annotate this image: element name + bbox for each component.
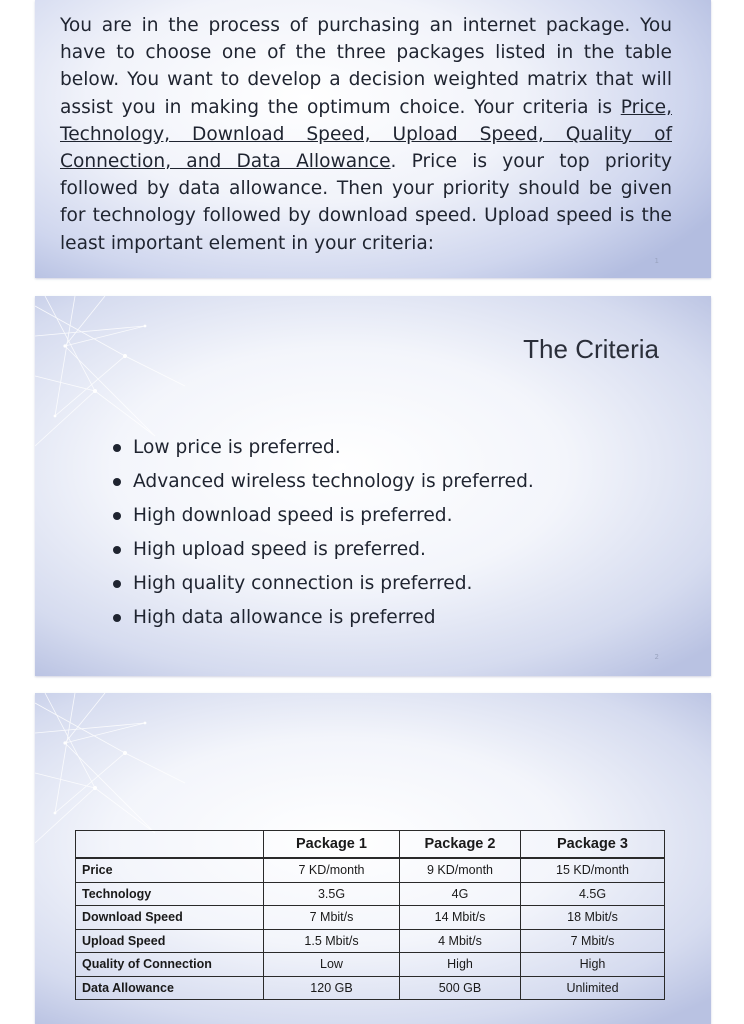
row-label: Download Speed [76, 906, 264, 930]
table-cell: High [400, 953, 521, 977]
table-cell: 500 GB [400, 976, 521, 1000]
table-cell: 15 KD/month [521, 858, 665, 882]
table-cell: 7 Mbit/s [264, 906, 400, 930]
table-row [76, 858, 665, 882]
criteria-item: High upload speed is preferred. [113, 533, 534, 567]
table-cell: 7 KD/month [264, 858, 400, 882]
intro-text-start: You are in the process of purchasing an internet package. You have to choose one of the three packages listed in the table below. You want to develop a decision weighted matrix that will assist you in making the optimum choice. Your criteria is [60, 15, 672, 118]
row-label: Technology [76, 882, 264, 906]
slide-criteria [35, 296, 711, 676]
table-cell: 9 KD/month [400, 858, 521, 882]
table-row [76, 906, 665, 930]
column-header-package-3: Package 3 [521, 831, 665, 859]
table-row [76, 929, 665, 953]
criteria-title: The Criteria [523, 334, 659, 364]
row-label: Price [76, 858, 264, 882]
slide-number: 2 [654, 653, 659, 661]
slide-packages [35, 693, 711, 1024]
row-label: Upload Speed [76, 929, 264, 953]
table-cell: 1.5 Mbit/s [264, 929, 400, 953]
criteria-item: High data allowance is preferred [113, 601, 534, 635]
packages-table [75, 830, 665, 1000]
table-cell: Low [264, 953, 400, 977]
criteria-item: High quality connection is preferred. [113, 567, 534, 601]
column-header-package-2: Package 2 [400, 831, 521, 859]
table-cell: 18 Mbit/s [521, 906, 665, 930]
table-row [76, 953, 665, 977]
table-cell: 120 GB [264, 976, 400, 1000]
criteria-item: Low price is preferred. [113, 431, 534, 465]
column-header-package-1: Package 1 [264, 831, 400, 859]
table-corner-cell [76, 831, 264, 859]
intro-criteria-list: Price, Technology, Download Speed, Upload Speed, Quality of Connection, and Data Allowance [60, 96, 672, 173]
table-cell: 4G [400, 882, 521, 906]
table-cell: High [521, 953, 665, 977]
table-cell: 7 Mbit/s [521, 929, 665, 953]
table-header-row [76, 831, 665, 859]
slide-problem-statement [35, 0, 711, 278]
criteria-item: High download speed is preferred. [113, 499, 534, 533]
table-cell: 4 Mbit/s [400, 929, 521, 953]
row-label: Data Allowance [76, 976, 264, 1000]
intro-paragraph [60, 12, 672, 257]
row-label: Quality of Connection [76, 953, 264, 977]
table-cell: 14 Mbit/s [400, 906, 521, 930]
table-cell: 3.5G [264, 882, 400, 906]
intro-text-end: . Price is your top priority followed by data allowance. Then your priority should be given for technology followed by download speed. Upload speed is the least important element in your criteria: [60, 151, 672, 254]
criteria-item: Advanced wireless technology is preferred. [113, 465, 534, 499]
criteria-list [113, 431, 534, 635]
slide-number: 1 [654, 257, 659, 265]
table-cell: Unlimited [521, 976, 665, 1000]
table-cell: 4.5G [521, 882, 665, 906]
table-row [76, 976, 665, 1000]
table-row [76, 882, 665, 906]
